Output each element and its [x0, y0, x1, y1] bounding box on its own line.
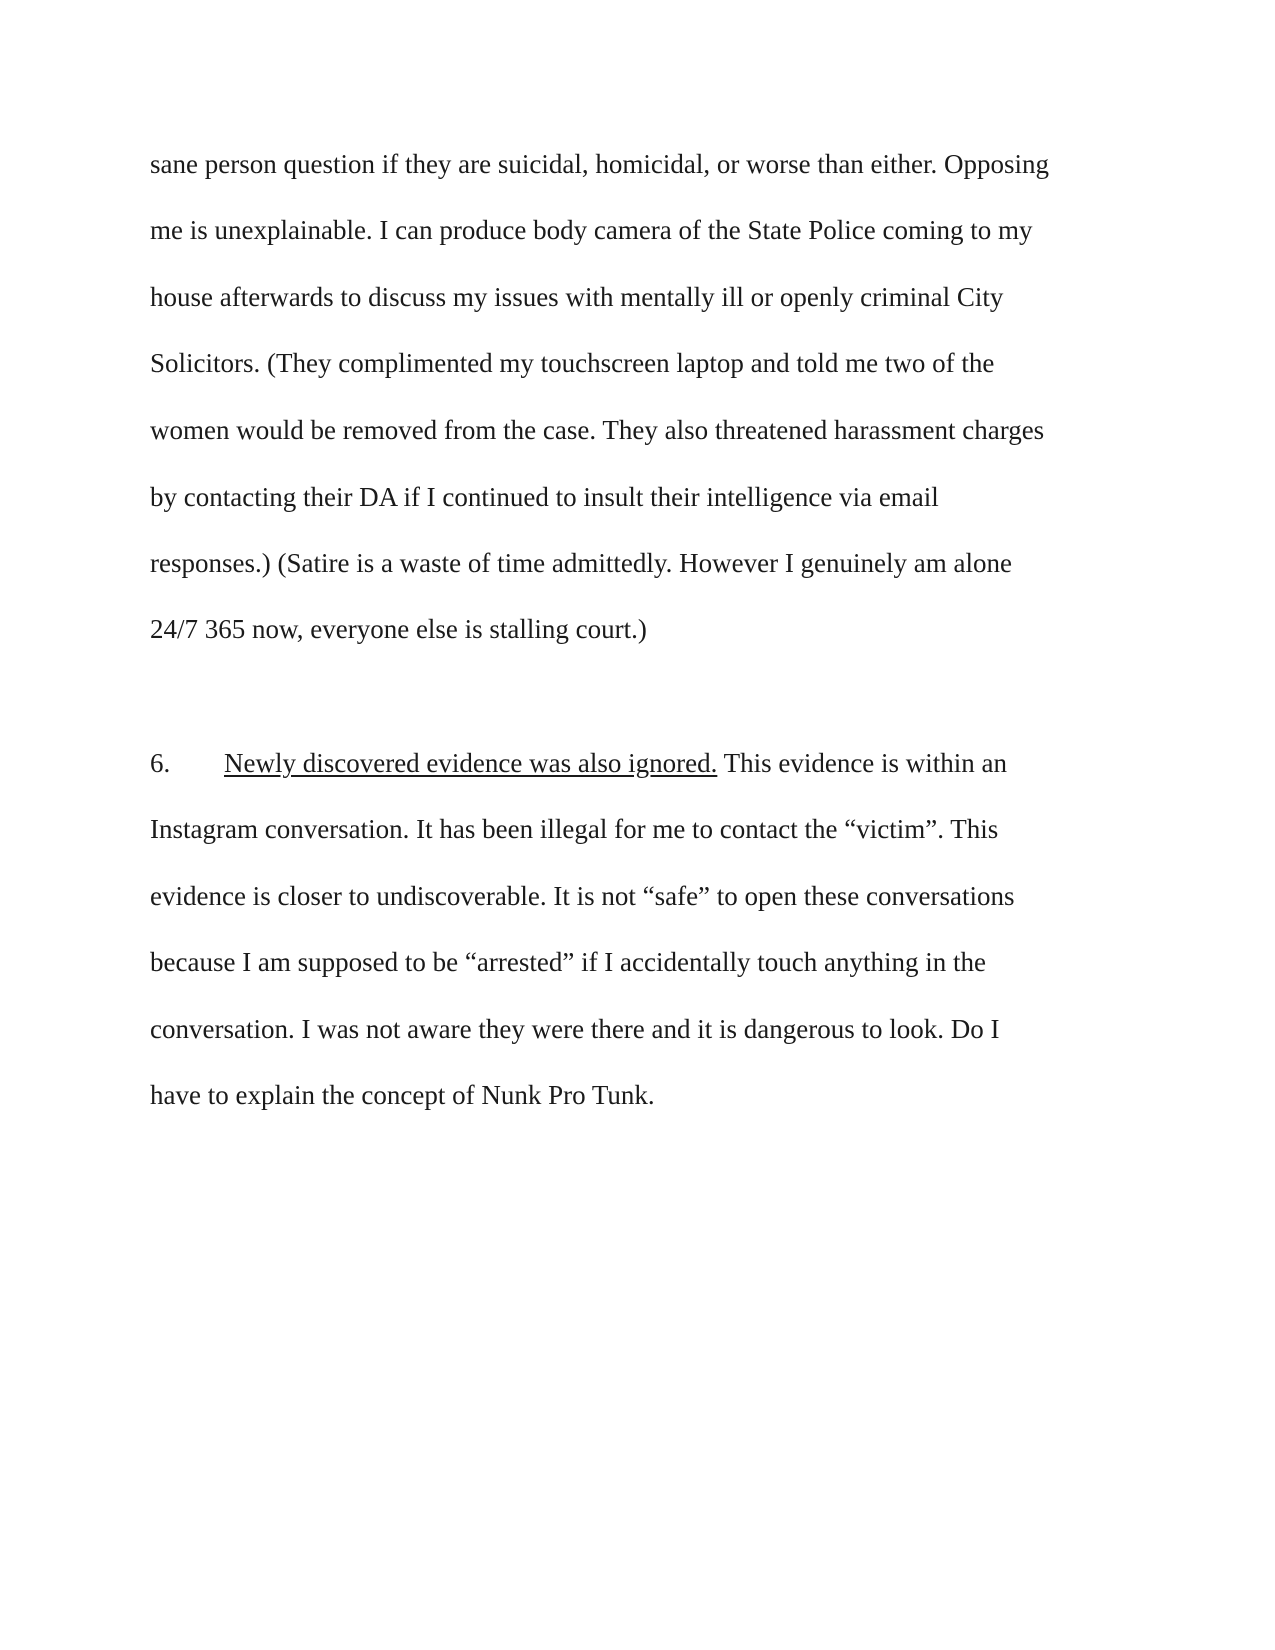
paragraph-6-first-line	[150, 747, 1150, 779]
body-text-line: sane person question if they are suicidal, homicidal, or worse than either. Opposing	[150, 149, 1050, 179]
body-text-line: women would be removed from the case. They also threatened harassment charges	[150, 415, 1045, 445]
body-text-line: Solicitors. (They complimented my touchscreen laptop and told me two of the	[150, 348, 995, 378]
body-text-line: me is unexplainable. I can produce body camera of the State Police coming to my	[150, 215, 1033, 245]
body-text-line: 24/7 365 now, everyone else is stalling court.)	[150, 614, 647, 644]
body-text-line: have to explain the concept of Nunk Pro Tunk.	[150, 1080, 655, 1110]
paragraph-number: 6.	[150, 748, 171, 778]
body-text-line: because I am supposed to be “arrested” if I accidentally touch anything in the	[150, 947, 986, 977]
paragraph-heading: Newly discovered evidence was also ignored.	[224, 748, 718, 778]
body-text-line: house afterwards to discuss my issues with mentally ill or openly criminal City	[150, 282, 1004, 312]
body-text-line: evidence is closer to undiscoverable. It is not “safe” to open these conversations	[150, 881, 1015, 911]
body-text-line: Instagram conversation. It has been illegal for me to contact the “victim”. This	[150, 814, 999, 844]
body-text-line: by contacting their DA if I continued to insult their intelligence via email	[150, 482, 939, 512]
paragraph-heading-continuation: This evidence is within an	[717, 748, 1008, 778]
body-text-line: conversation. I was not aware they were there and it is dangerous to look. Do I	[150, 1014, 1000, 1044]
body-text-line: responses.) (Satire is a waste of time admittedly. However I genuinely am alone	[150, 548, 1012, 578]
